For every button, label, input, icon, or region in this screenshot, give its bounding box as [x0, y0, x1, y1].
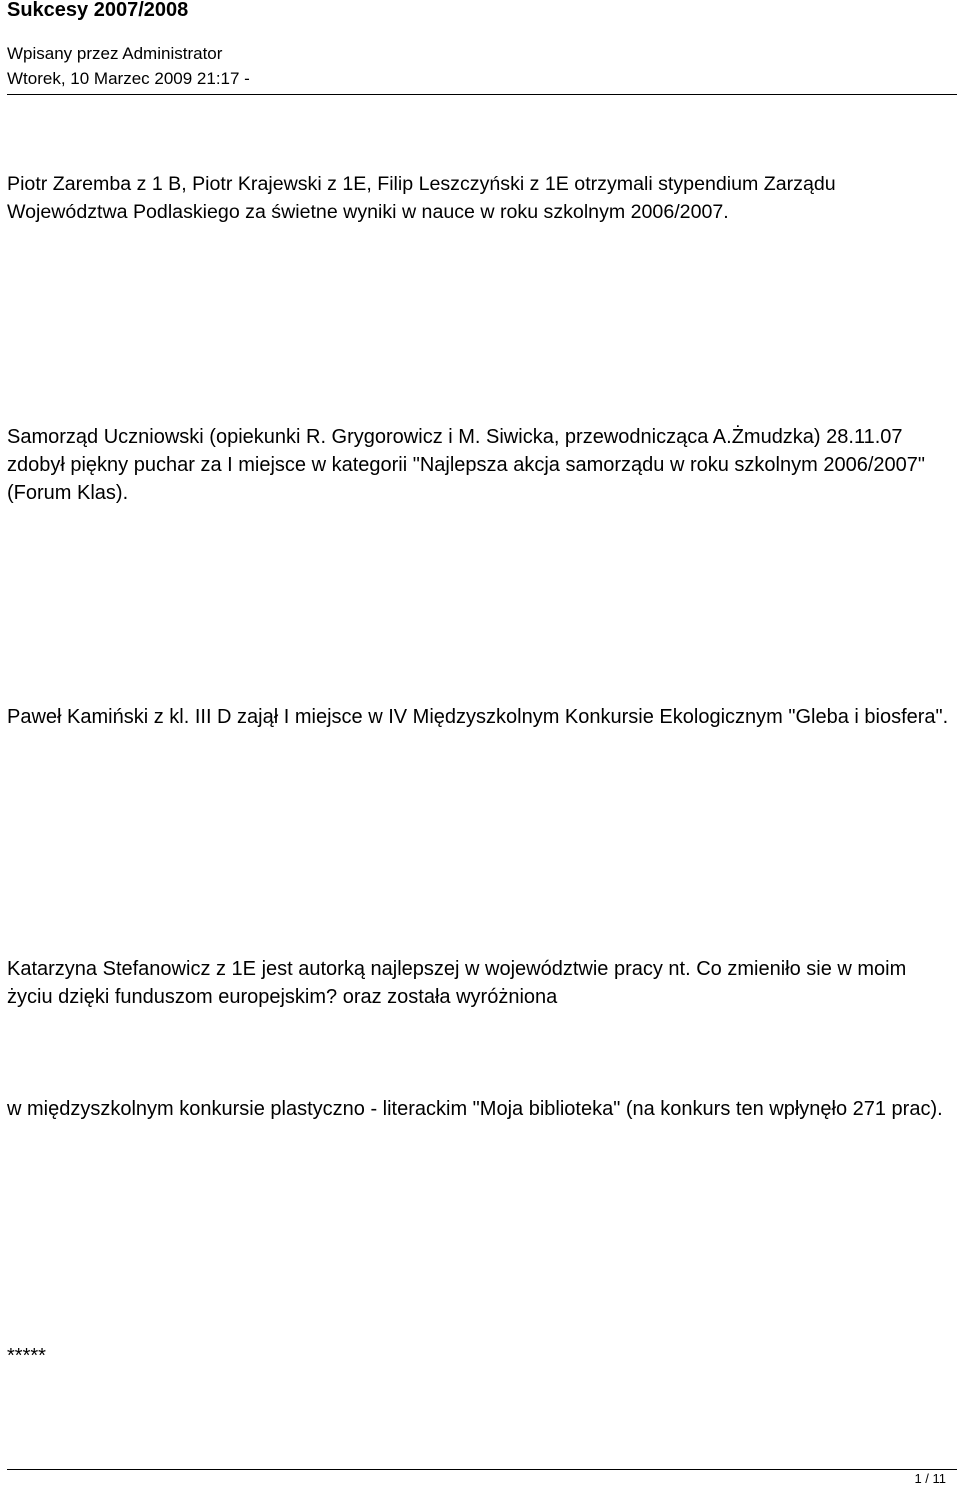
section-separator-stars: ***** [7, 1345, 46, 1367]
footer-divider [7, 1469, 957, 1470]
author-line: Wpisany przez Administrator [7, 44, 223, 63]
header-divider [7, 94, 957, 95]
paragraph-library-contest: w międzyszkolnym konkursie plastyczno - literackim "Moja biblioteka" (na konkurs ten wpłynęło 271 prac). [7, 1098, 943, 1120]
date-line: Wtorek, 10 Marzec 2009 21:17 - [7, 69, 250, 88]
article-title: Sukcesy 2007/2008 [7, 0, 189, 21]
page-number: 1 / 11 [914, 1471, 946, 1486]
paragraph-student-council: Samorząd Uczniowski (opiekunki R. Grygorowicz i M. Siwicka, przewodnicząca A.Żmudzka) 28.11.07 zdobył piękny puchar za I miejsce w kategorii "Najlepsza akcja samorządu w roku szkolnym 2006/2007" (Forum Klas). [7, 426, 925, 504]
paragraph-scholarship: Piotr Zaremba z 1 B, Piotr Krajewski z 1E, Filip Leszczyński z 1E otrzymali stypendium Zarządu Województwa Podlaskiego za świetne wyniki w nauce w roku szkolnym 2006/2007. [7, 173, 836, 223]
paragraph-eu-funds-essay: Katarzyna Stefanowicz z 1E jest autorką najlepszej w województwie pracy nt. Co zmieniło sie w moim życiu dzięki funduszom europejskim? oraz została wyróżniona [7, 958, 907, 1008]
paragraph-ecology-contest: Paweł Kamiński z kl. III D zajął I miejsce w IV Międzyszkolnym Konkursie Ekologicznym "Gleba i biosfera". [7, 706, 949, 728]
